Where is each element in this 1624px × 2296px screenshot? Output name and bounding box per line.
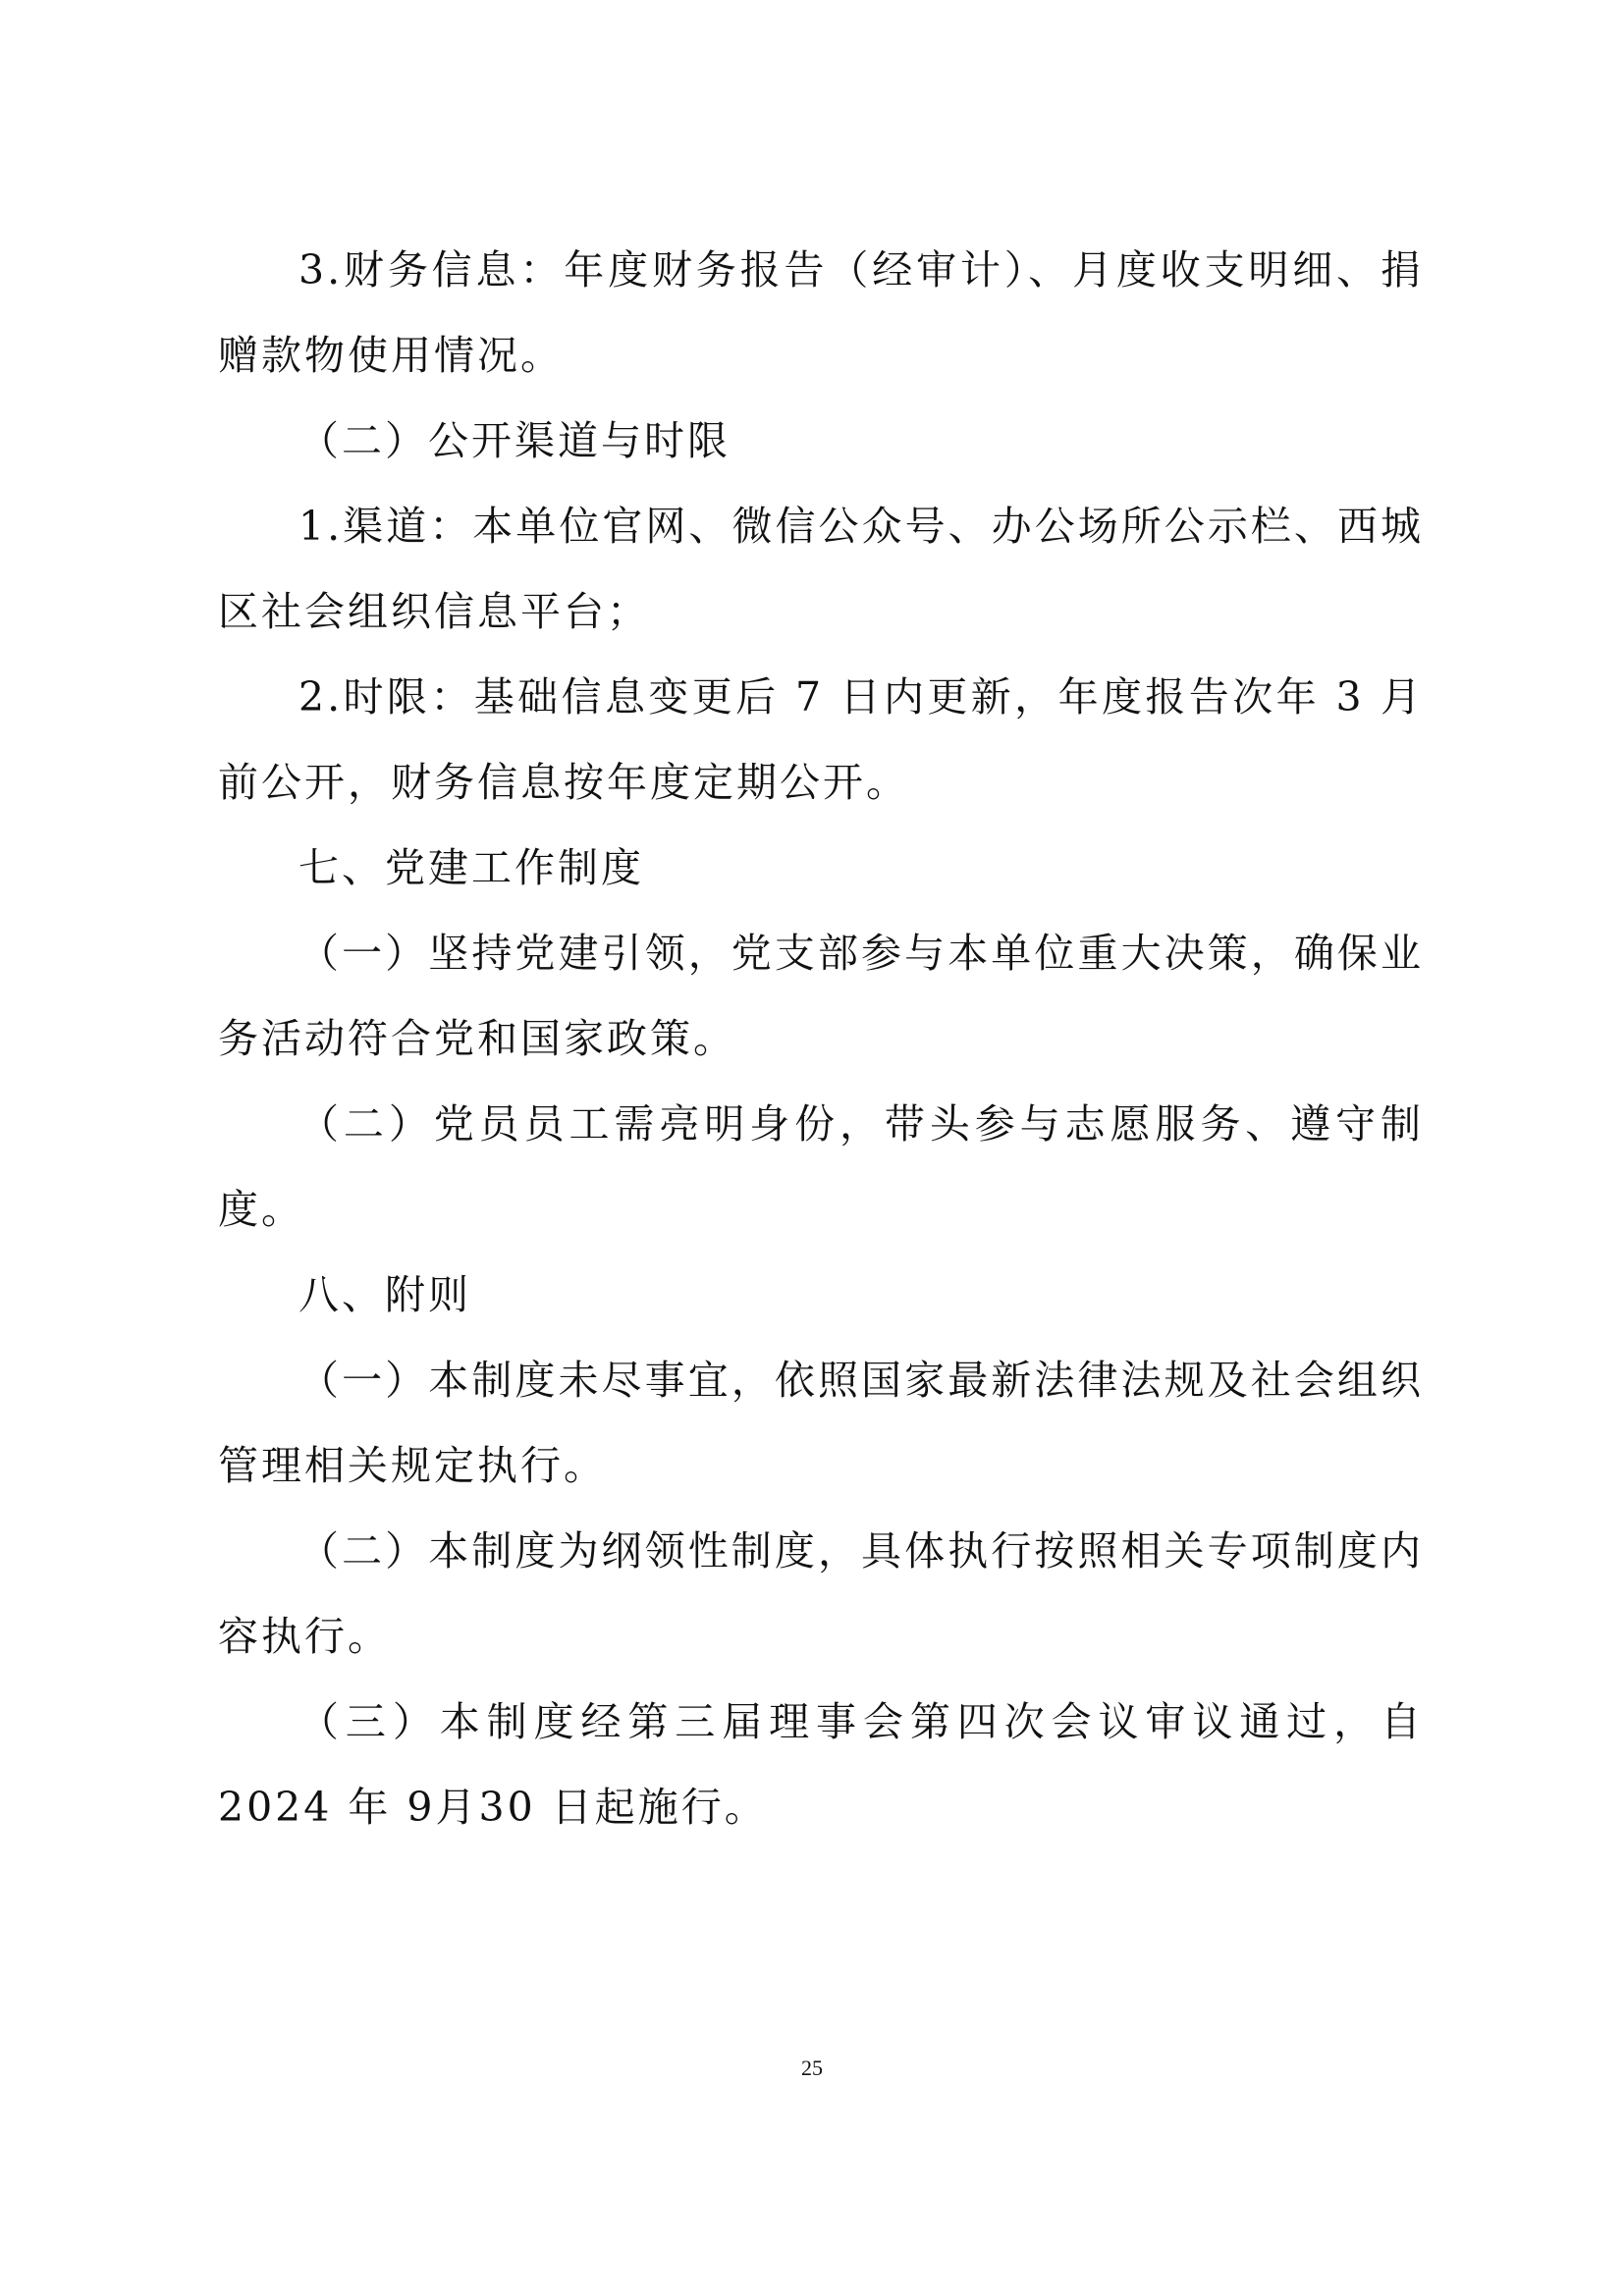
paragraph-party-members: （二）党员员工需亮明身份，带头参与志愿服务、遵守制度。 — [218, 1100, 1424, 1233]
paragraph-guiding-system: （二）本制度为纲领性制度，具体执行按照相关专项制度内容执行。 — [218, 1527, 1424, 1660]
section-heading-party-building: 七、党建工作制度 — [298, 844, 644, 891]
paragraph-financial-info: 3.财务信息：年度财务报告（经审计）、月度收支明细、捐赠款物使用情况。 — [218, 246, 1424, 379]
document-body — [218, 228, 1424, 1850]
paragraph-party-leadership: （一）坚持党建引领，党支部参与本单位重大决策，确保业务活动符合党和国家政策。 — [218, 930, 1424, 1062]
page-number: 25 — [801, 2056, 823, 2080]
paragraph-deadlines: 2.时限：基础信息变更后 7 日内更新，年度报告次年 3 月前公开，财务信息按年度定期公开。 — [218, 673, 1424, 806]
paragraph-effective-date: （三）本制度经第三届理事会第四次会议审议通过，自 2024 年 9月30 日起施行。 — [218, 1698, 1424, 1831]
section-heading-supplementary-provisions: 八、附则 — [298, 1271, 471, 1318]
paragraph-unaddressed-matters: （一）本制度未尽事宜，依照国家最新法律法规及社会组织管理相关规定执行。 — [218, 1357, 1424, 1489]
paragraph-channels: 1.渠道：本单位官网、微信公众号、办公场所公示栏、西城区社会组织信息平台； — [218, 503, 1424, 635]
heading-disclosure-channels-deadlines: （二）公开渠道与时限 — [298, 417, 731, 464]
